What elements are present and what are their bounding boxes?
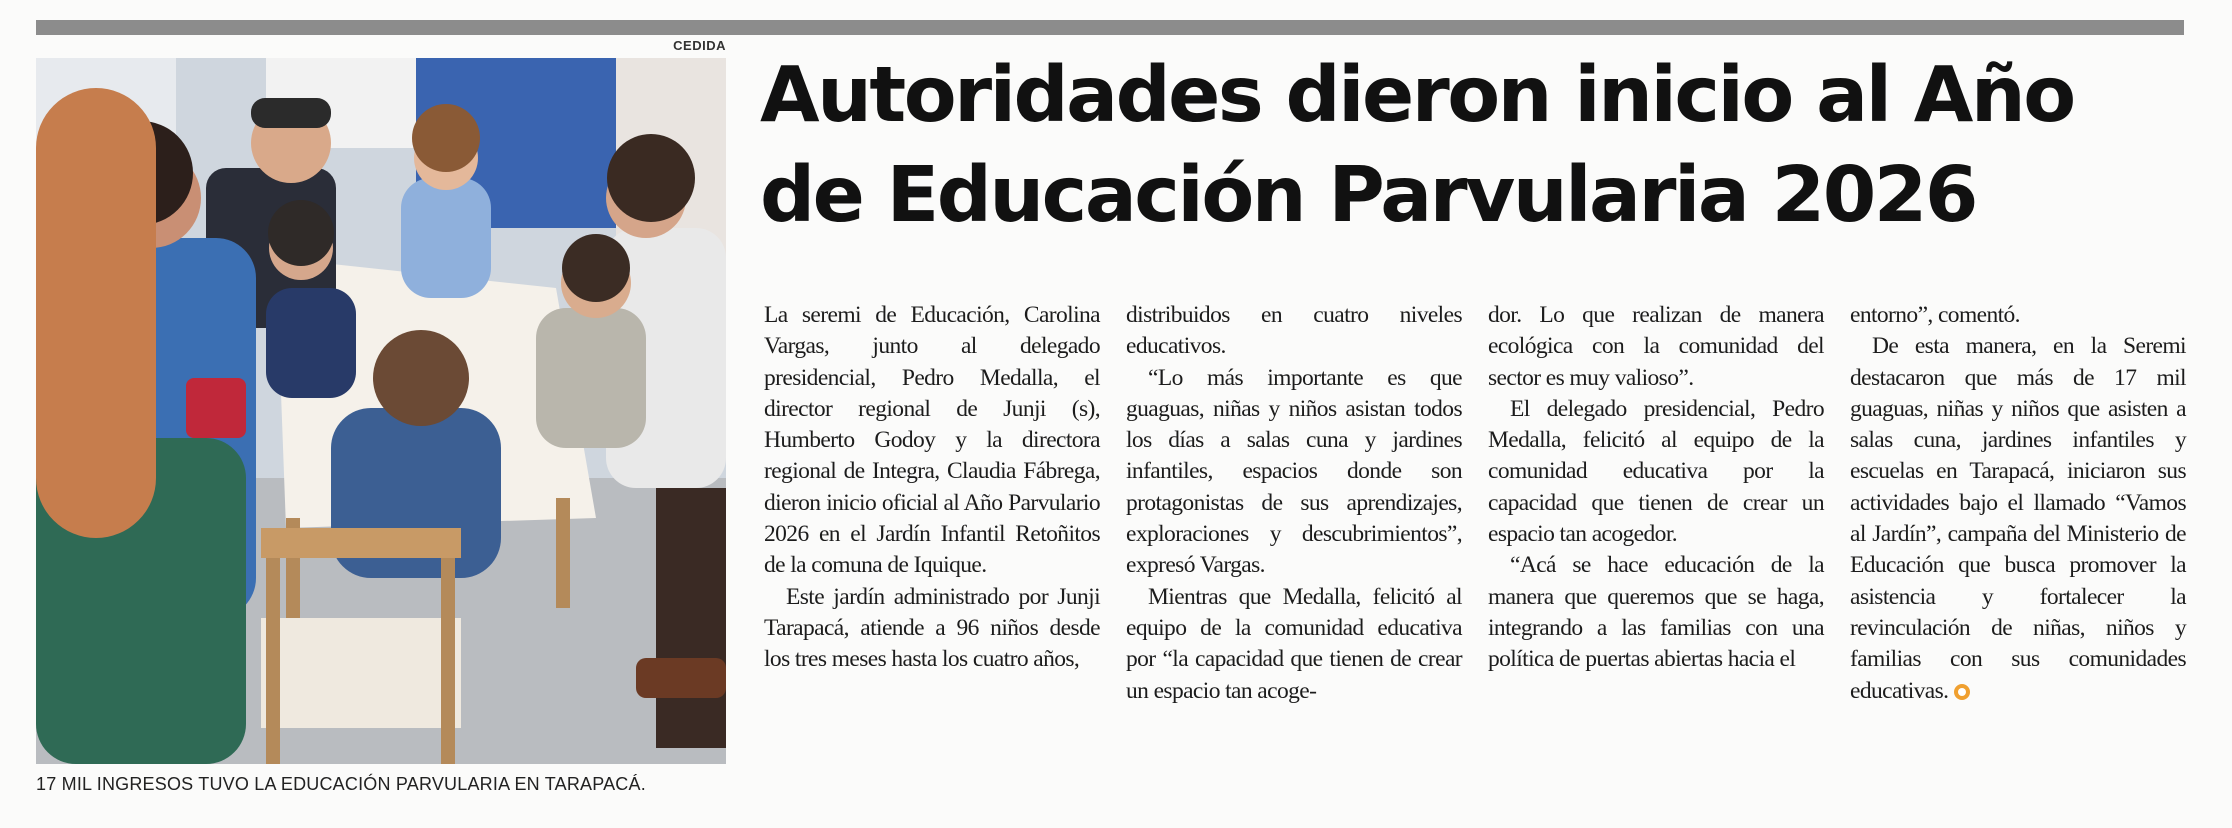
- paragraph: “Acá se hace educación de la manera que queremos que se haga, integrando a las familias con una política de puertas abiertas hacia el: [1488, 552, 1824, 673]
- article-headline: Autoridades dieron inicio al Año de Educación Parvularia 2026: [760, 51, 2074, 240]
- paragraph: “Lo más importante es que guaguas, niñas y niños asistan todos los días a salas cuna y jardines infantiles, espacios donde son protagonistas de sus aprendizajes, exploraciones y descubrimientos”, expresó Vargas.: [1126, 364, 1462, 579]
- paragraph: Mientras que Medalla, felicitó al equipo de la comunidad educativa por “la capacidad que tienen de crear un espacio tan acoge-: [1126, 583, 1462, 704]
- paragraph-last: [1850, 331, 2186, 707]
- photo-credit: CEDIDA: [673, 38, 726, 53]
- paragraph: distribuidos en cuatro niveles educativos.: [1126, 302, 1462, 360]
- text-column-3: [1488, 300, 1824, 810]
- paragraph: Este jardín administrado por Junji Tarapacá, atiende a 96 niños desde los tres meses hasta los cuatro años,: [764, 583, 1100, 673]
- photo-illustration: [36, 58, 726, 764]
- article-photo: [36, 58, 726, 764]
- text-column-1: [764, 300, 1100, 810]
- paragraph: La seremi de Educación, Carolina Vargas, junto al delegado presidencial, Pedro Medalla, el director regional de Junji (s), Humberto Godoy y la directora regional de Integra, Claudia Fábrega, dieron inicio oficial al Año Parvulario 2026 en el Jardín Infantil Retoñitos de la comuna de Iquique.: [764, 302, 1100, 579]
- photo-caption: 17 MIL INGRESOS TUVO LA EDUCACIÓN PARVULARIA EN TARAPACÁ.: [36, 774, 646, 794]
- top-rule: [36, 20, 2184, 35]
- paragraph: entorno”, comentó.: [1850, 302, 2020, 328]
- paragraph: El delegado presidencial, Pedro Medalla, felicitó al equipo de la comunidad educativa por la capacidad que tienen de crear un espacio tan acogedor.: [1488, 395, 1824, 548]
- text-column-4: [1850, 300, 2186, 810]
- article-body: [764, 300, 2186, 810]
- paragraph: dor. Lo que realizan de manera ecológica con la comunidad del sector es muy valioso”.: [1488, 302, 1824, 391]
- text-column-2: [1126, 300, 1462, 810]
- paragraph-last-text: De esta manera, en la Seremi destacaron que más de 17 mil guaguas, niñas y niños que asisten a salas cuna, jardines infantiles y escuelas en Tarapacá, iniciaron sus actividades bajo el llamado “Vamos al Jardín”, campaña del Ministerio de Educación que busca promover la asistencia y fortalecer la revinculación de niñas, niños y familias con sus comunidades educativas.: [1850, 333, 2186, 704]
- end-mark-icon: [1954, 684, 1970, 700]
